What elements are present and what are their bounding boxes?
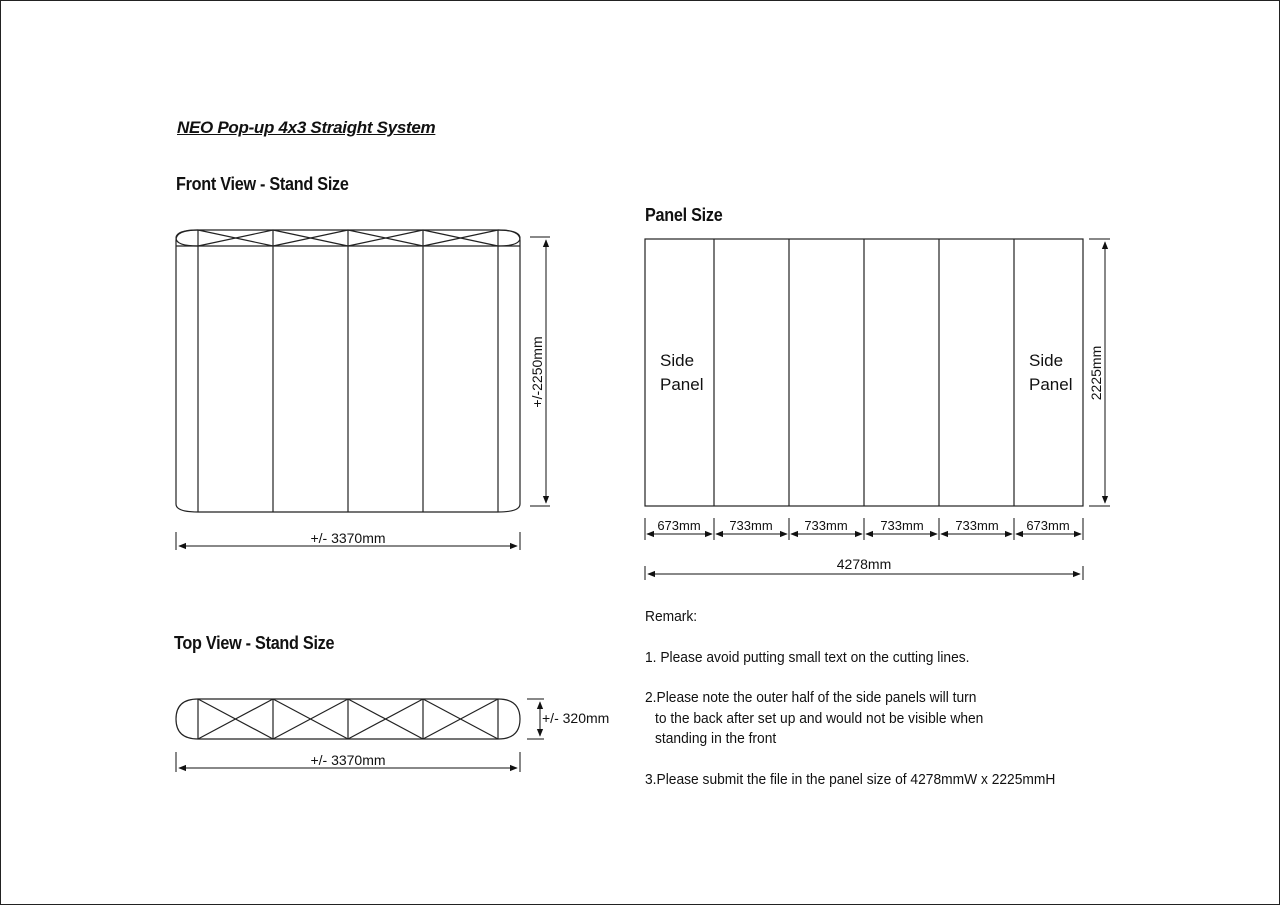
drawing-title: NEO Pop-up 4x3 Straight System — [177, 118, 436, 137]
front-width-label: +/- 3370mm — [310, 530, 386, 546]
remark-item-2-line-3: standing in the front — [655, 730, 777, 747]
panel-width-label-3: 733mm — [804, 518, 848, 533]
right-side-panel-label-line1: Side — [1029, 351, 1064, 370]
remark-item-2-line-1: 2.Please note the outer half of the side panels will turn — [645, 689, 977, 706]
right-side-panel-label-line2: Panel — [1029, 375, 1073, 394]
panel-layout — [645, 239, 1083, 506]
left-side-panel-label-line2: Panel — [660, 375, 704, 394]
front-view-heading: Front View - Stand Size — [176, 174, 349, 194]
remark-item-3: 3.Please submit the file in the panel size of 4278mmW x 2225mmH — [645, 771, 1056, 788]
panel-width-label-4: 733mm — [880, 518, 924, 533]
left-side-panel-label-line1: Side — [660, 351, 695, 370]
panel-width-label-5: 733mm — [955, 518, 999, 533]
panel-total-width-label: 4278mm — [836, 556, 892, 572]
top-depth-label: +/- 320mm — [542, 710, 610, 726]
top-view-heading: Top View - Stand Size — [174, 633, 335, 653]
panel-width-label-6: 673mm — [1026, 518, 1070, 533]
remark-item-1: 1. Please avoid putting small text on the cutting lines. — [645, 649, 970, 666]
remark-heading: Remark: — [645, 608, 698, 625]
front-view-dimensions — [176, 237, 550, 550]
top-view-stand — [176, 699, 520, 739]
top-width-label: +/- 3370mm — [310, 752, 386, 768]
panel-width-label-1: 673mm — [657, 518, 701, 533]
front-view-stand — [176, 230, 520, 512]
panel-width-label-2: 733mm — [729, 518, 773, 533]
front-height-label: +/-2250mm — [529, 336, 545, 408]
panel-size-heading: Panel Size — [645, 205, 723, 225]
panel-height-label: 2225mm — [1088, 345, 1104, 401]
remark-item-2-line-2: to the back after set up and would not be visible when — [655, 709, 984, 727]
